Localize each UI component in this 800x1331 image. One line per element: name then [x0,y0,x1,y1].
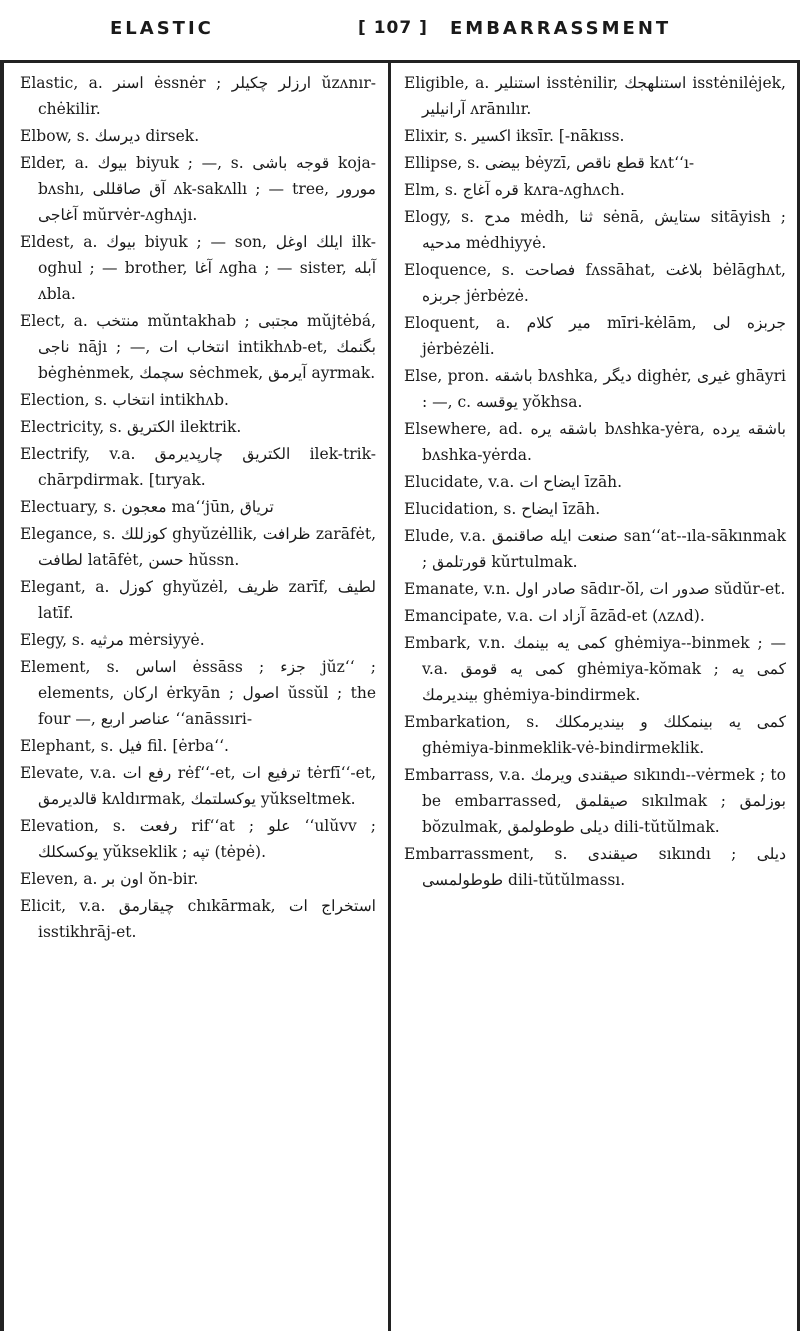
dictionary-entry: Elucidate, v.a. ایضاح ات īzāh. [404,473,623,491]
dictionary-entry: Eloquent, a. میر كلام mīri-kėlām, جربزه لی jėrbėzėli. [404,314,786,358]
dictionary-entry: Elephant, s. فیل fil. [ėrba‘‘. [20,737,229,755]
dictionary-entry: Embarrassment, s. صیقندی sıkındı ; دیلی طوطولمسی dili-tŭtŭlmassı. [404,845,786,889]
dictionary-entry: Elucidation, s. ایضاح īzāh. [404,500,601,518]
dictionary-entry: Elm, s. قره آغاج kʌra-ʌghʌch. [404,181,625,199]
dictionary-entry: Elevation, s. رفعت rif‘‘at ; علو ‘‘ulŭvv ; یوكسكلك yŭkseklik ; تپه (tėpė). [20,817,376,861]
dictionary-entry: Embarrass, v.a. صیقندی ویرمك sıkındı--vėrmek ; to be embarrassed, صیقلمق sıkılmak ; بوزلمق bŏzulmak, دیلی طوطولمق dili-tŭtŭlmak. [404,766,786,836]
dictionary-entry: Elogy, s. مدح mėdh, ثنا sėnā, ستایش sitāyish ; مدحیه mėdhiyyė. [404,208,787,252]
dictionary-entry: Embark, v.n. كمی یه بینمك ghėmiya--binmek ; — v.a. كمی یه قومق ghėmiya-kŏmak ; كمی یه بیندیرمك ghėmiya-bindirmek. [404,634,786,704]
header-left-word: ELASTIC [110,18,214,39]
dictionary-entry: Eligible, a. استنلیر isstėnilir, استنلهجك isstėnilėjek, آرانیلیر ʌrānılır. [404,74,786,118]
top-rule [0,60,800,63]
page-number: [ 107 ] [358,18,428,38]
dictionary-entry: Elect, a. منتخب mŭntakhab ; مجتبی mŭjtėbá, ناجی nājı ; —, انتخاب ات intikhʌb-et, بگنمك bėghėnmek, سچمك sėchmek, آیرمق ayrmak. [20,312,376,382]
dictionary-entry: Element, s. اساس ėssāss ; جزء jŭz‘‘ ; elements, اركان ėrkyān ; اصول ŭssŭl ; the four —, عناصر اربع ‘‘anāssıri- [20,658,377,728]
dictionary-entry: Electrify, v.a. الکتریق چارپدیرمق ilek-trik-chārpdirmak. [tıryak. [20,445,376,489]
dictionary-entry: Embarkation, s. كمی یه بینمكلك و بیندیرمكلك ghėmiya-binmeklik-vė-bindirmeklik. [404,713,786,757]
dictionary-entry: Elegy, s. مرثیه mėrsiyyė. [20,631,205,649]
dictionary-entry: Emanate, v.n. صادر اول sādır-ŏl, صدور ات sŭdŭr-et. [404,580,786,598]
dictionary-entry: Emancipate, v.a. آزاد ات āzād-et (ʌzʌd). [404,607,705,625]
dictionary-entry: Eldest, a. بیوك biyuk ; — son, ایلك اوغل ilk-oghul ; — brother, آغا ʌgha ; — sister, آبله ʌbla. [20,233,376,303]
dictionary-entry: Elbow, s. دیرسك dirsek. [20,127,200,145]
dictionary-entry: Electricity, s. الکتریق ilektrik. [20,418,242,436]
dictionary-entry: Eloquence, s. فصاحت fʌssāhat, بلاغت bėlāghʌt, جربزه jėrbėzė. [404,261,786,305]
dictionary-entry: Election, s. انتخاب intikhʌb. [20,391,229,409]
dictionary-entry: Ellipse, s. بیضی bėyzī, قطع ناقص kʌt‘‘ı- [404,154,695,172]
dictionary-entry: Else, pron. باشقه bʌshka, دیگر dighėr, غیری ghāyri : —, c. یوقسه yŏkhsa. [404,367,786,411]
dictionary-entry: Elegance, s. كوزللك ghyŭzėllik, ظرافت zarāfėt, لطافت latāfėt, حسن hŭssn. [20,525,377,569]
left-rule [0,60,4,1331]
dictionary-entry: Elixir, s. اكسیر iksīr. [-nākıss. [404,127,625,145]
page-header [0,0,800,60]
column-divider [388,60,391,1331]
dictionary-entry: Elsewhere, ad. باشقه یره bʌshka-yėra, باشقه یرده bʌshka-yėrda. [404,420,786,464]
dictionary-entry: Elude, v.a. صنعت ایله صاقنمق san‘‘at--ıla-sākınmak ; قورتلمق kŭrtulmak. [404,527,786,571]
dictionary-entry: Elastic, a. اسنر ėssnėr ; ارزلر چکیلر ŭzʌnır-chėkilir. [20,74,376,118]
dictionary-entry: Elder, a. بیوك biyuk ; —, s. قوجه باشی koja-bʌshı, آق صاقللی ʌk-sakʌllı ; — tree, مورور آغاجی mŭrvėr-ʌghʌjı. [20,154,376,224]
header-right-word: EMBARRASSMENT [450,18,672,39]
dictionary-entry: Elegant, a. كوزل ghyŭzėl, ظریف zarīf, لطیف latīf. [20,578,376,622]
page-frame [0,60,800,1331]
dictionary-entry: Elicit, v.a. چیقارمق chıkārmak, استخراج ات isstikhrāj-et. [20,897,376,941]
dictionary-entry: Electuary, s. معجون ma‘‘jūn, تریاق [20,498,274,516]
dictionary-entry: Elevate, v.a. رفع ات rėf‘‘-et, ترفیع ات tėrfī‘‘-et, قالدیرمق kʌldırmak, یوكسلتمك yŭkseltmek. [20,764,377,808]
left-column [20,70,376,946]
right-column [404,70,786,894]
dictionary-entry: Eleven, a. اون بر ŏn-bir. [20,870,199,888]
